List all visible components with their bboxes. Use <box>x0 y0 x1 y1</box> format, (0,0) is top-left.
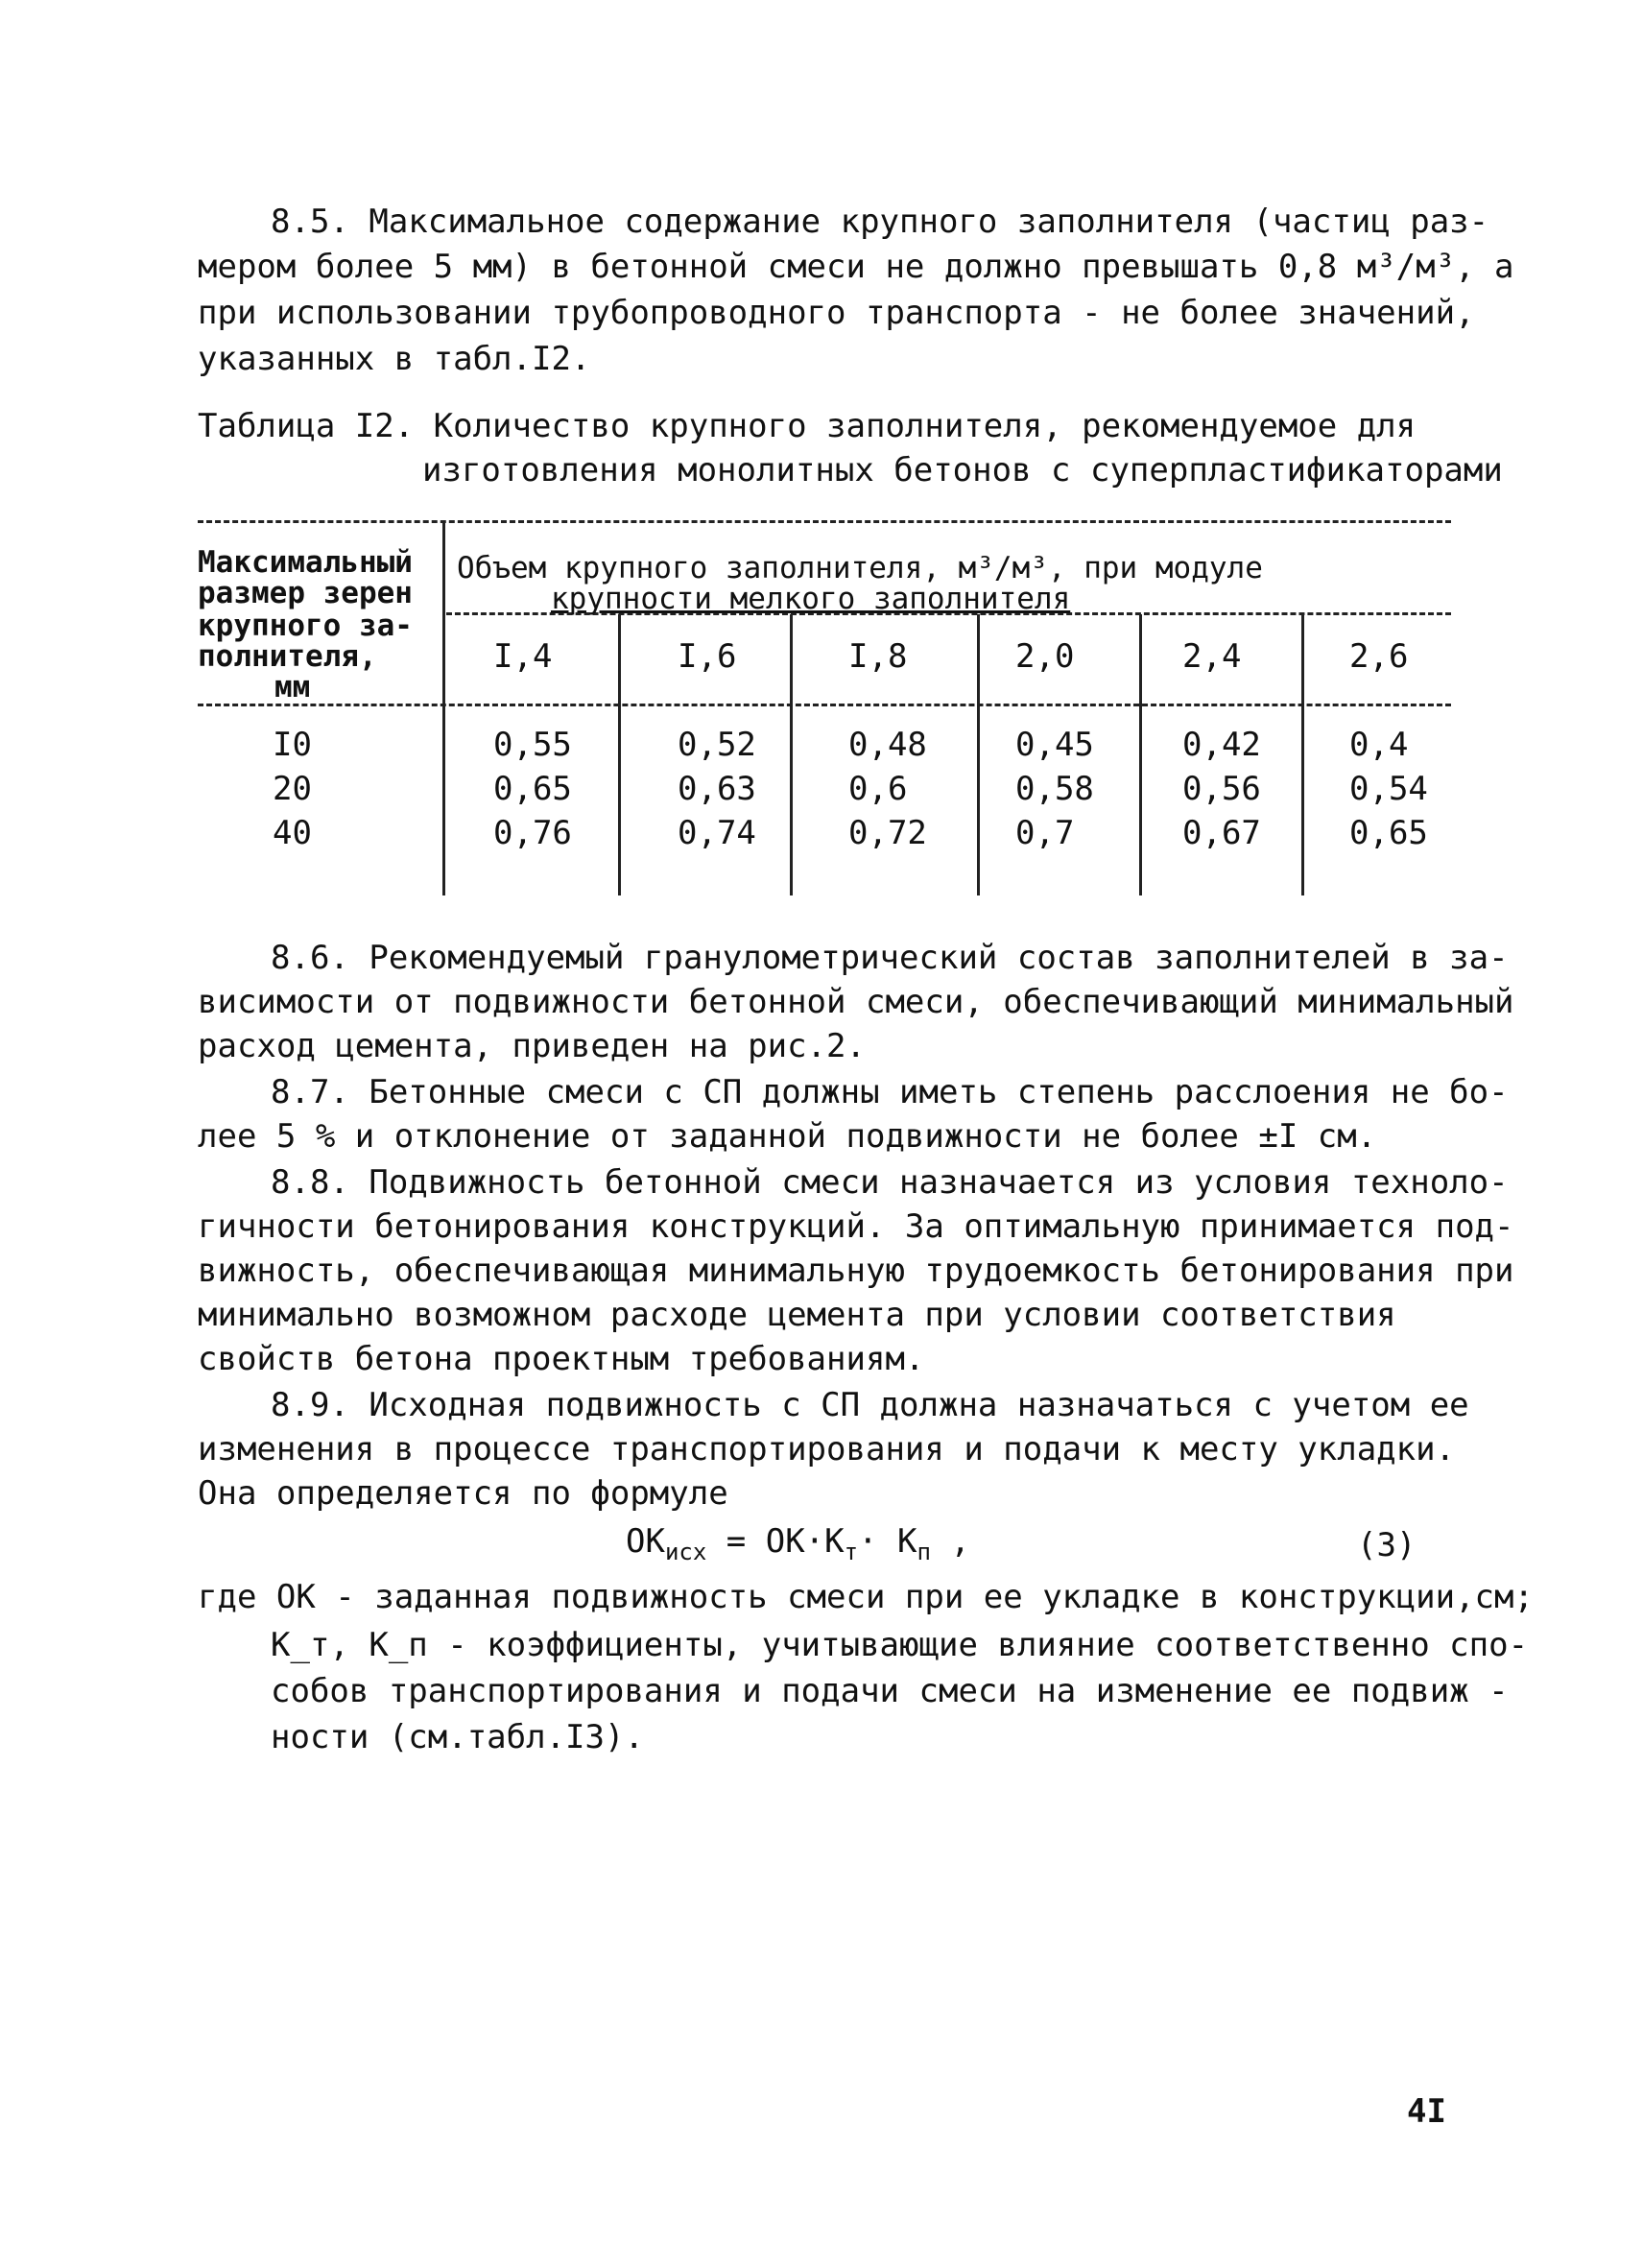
row-header-line: крупного за- <box>198 609 413 643</box>
row-header-line: мм <box>274 670 311 704</box>
table-cell: 0,4 <box>1349 726 1409 764</box>
text-line: при использовании трубопроводного транспорта - не более значений, <box>198 294 1475 332</box>
page-number: 4I <box>1407 2092 1446 2131</box>
row-header-line: полнителя, <box>198 639 377 674</box>
text-line: мером более 5 мм) в бетонной смеси не должно превышать 0,8 м³/м³, а <box>198 248 1514 286</box>
column-header: I,4 <box>493 637 553 676</box>
table-cell: 0,58 <box>1015 770 1094 808</box>
table-cell-size: 20 <box>273 770 312 808</box>
table-cell: 0,63 <box>678 770 756 808</box>
text-line: Она определяется по формуле <box>198 1474 728 1513</box>
text-line: 8.6. Рекомендуемый гранулометрический состав заполнителей в за- <box>271 939 1509 977</box>
table-header-rule <box>198 704 1451 706</box>
table-cell: 0,67 <box>1182 814 1261 852</box>
text-line: собов транспортирования и подачи смеси на изменение ее подвиж - <box>271 1672 1509 1710</box>
formula-lhs: ОК <box>626 1522 665 1561</box>
table-cell: 0,48 <box>848 726 927 764</box>
text-line: изменения в процессе транспортирования и подачи к месту укладки. <box>198 1430 1456 1468</box>
text-line: свойств бетона проектным требованиям. <box>198 1340 925 1378</box>
column-header: 2,6 <box>1349 637 1409 676</box>
text-line: 8.9. Исходная подвижность с СП должна назначаться с учетом ее <box>271 1386 1469 1424</box>
column-header: 2,0 <box>1015 637 1075 676</box>
table-cell: 0,74 <box>678 814 756 852</box>
table-cell: 0,55 <box>493 726 572 764</box>
row-header-line: размер зерен <box>198 576 413 610</box>
formula-tail: , <box>930 1522 970 1561</box>
table-col-divider <box>790 614 793 895</box>
table-cell: 0,6 <box>848 770 908 808</box>
table-cell: 0,65 <box>493 770 572 808</box>
column-header: 2,4 <box>1182 637 1242 676</box>
group-header-line1: Объем крупного заполнителя, м³/м³, при модуле <box>457 551 1263 585</box>
text-line: указанных в табл.I2. <box>198 340 591 378</box>
table-top-rule <box>198 520 1451 523</box>
text-line: вижность, обеспечивающая минимальную трудоемкость бетонирования при <box>198 1252 1514 1290</box>
table-col-divider <box>442 523 445 895</box>
table-col-divider <box>1139 614 1142 895</box>
table-caption-line1: Таблица I2. Количество крупного заполнителя, рекомендуемое для <box>198 407 1417 445</box>
formula-mid: · К <box>858 1522 917 1561</box>
formula-k2-sub: п <box>917 1538 931 1565</box>
table-col-divider <box>1301 614 1304 895</box>
text-line: 8.7. Бетонные смеси с СП должны иметь степень расслоения не бо- <box>271 1073 1509 1111</box>
table-cell: 0,72 <box>848 814 927 852</box>
text-line: расход цемента, приведен на рис.2. <box>198 1027 866 1065</box>
table-cell: 0,42 <box>1182 726 1261 764</box>
text-line: гичности бетонирования конструкций. За оптимальную принимается под- <box>198 1207 1514 1246</box>
table-cell: 0,52 <box>678 726 756 764</box>
column-header: I,8 <box>848 637 908 676</box>
table-col-divider <box>977 614 980 895</box>
table-cell: 0,7 <box>1015 814 1075 852</box>
formula-number: (3) <box>1357 1526 1417 1564</box>
table-cell: 0,54 <box>1349 770 1428 808</box>
table-cell-size: 40 <box>273 814 312 852</box>
text-line: К_т, К_п - коэффициенты, учитывающие влияние соответственно спо- <box>271 1626 1529 1664</box>
table-cell-size: I0 <box>273 726 312 764</box>
column-header: I,6 <box>678 637 737 676</box>
row-header-line: Максимальный <box>198 545 413 580</box>
table-cell: 0,45 <box>1015 726 1094 764</box>
formula-k1-sub: т <box>844 1538 859 1565</box>
table-cell: 0,65 <box>1349 814 1428 852</box>
table-col-divider <box>618 614 621 895</box>
text-line: висимости от подвижности бетонной смеси, обеспечивающий минимальный <box>198 983 1514 1021</box>
formula-lhs-sub: исх <box>664 1538 707 1565</box>
table-cell: 0,56 <box>1182 770 1261 808</box>
text-line: 8.5. Максимальное содержание крупного заполнителя (частиц раз- <box>271 203 1489 241</box>
formula <box>626 1522 970 1571</box>
text-line: 8.8. Подвижность бетонной смеси назначается из условия техноло- <box>271 1163 1509 1202</box>
table-cell: 0,76 <box>493 814 572 852</box>
formula-rhs: = ОК·К <box>726 1522 845 1561</box>
text-line: ности (см.табл.I3). <box>271 1718 644 1756</box>
text-line: где ОК - заданная подвижность смеси при ее укладке в конструкции,см; <box>198 1578 1534 1616</box>
group-header-line2: крупности мелкого заполнителя <box>551 582 1071 616</box>
text-line: лее 5 % и отклонение от заданной подвижности не более ±I см. <box>198 1117 1377 1156</box>
table-caption-line2: изготовления монолитных бетонов с суперпластификаторами <box>422 451 1503 489</box>
text-line: минимально возможном расходе цемента при условии соответствия <box>198 1296 1396 1334</box>
